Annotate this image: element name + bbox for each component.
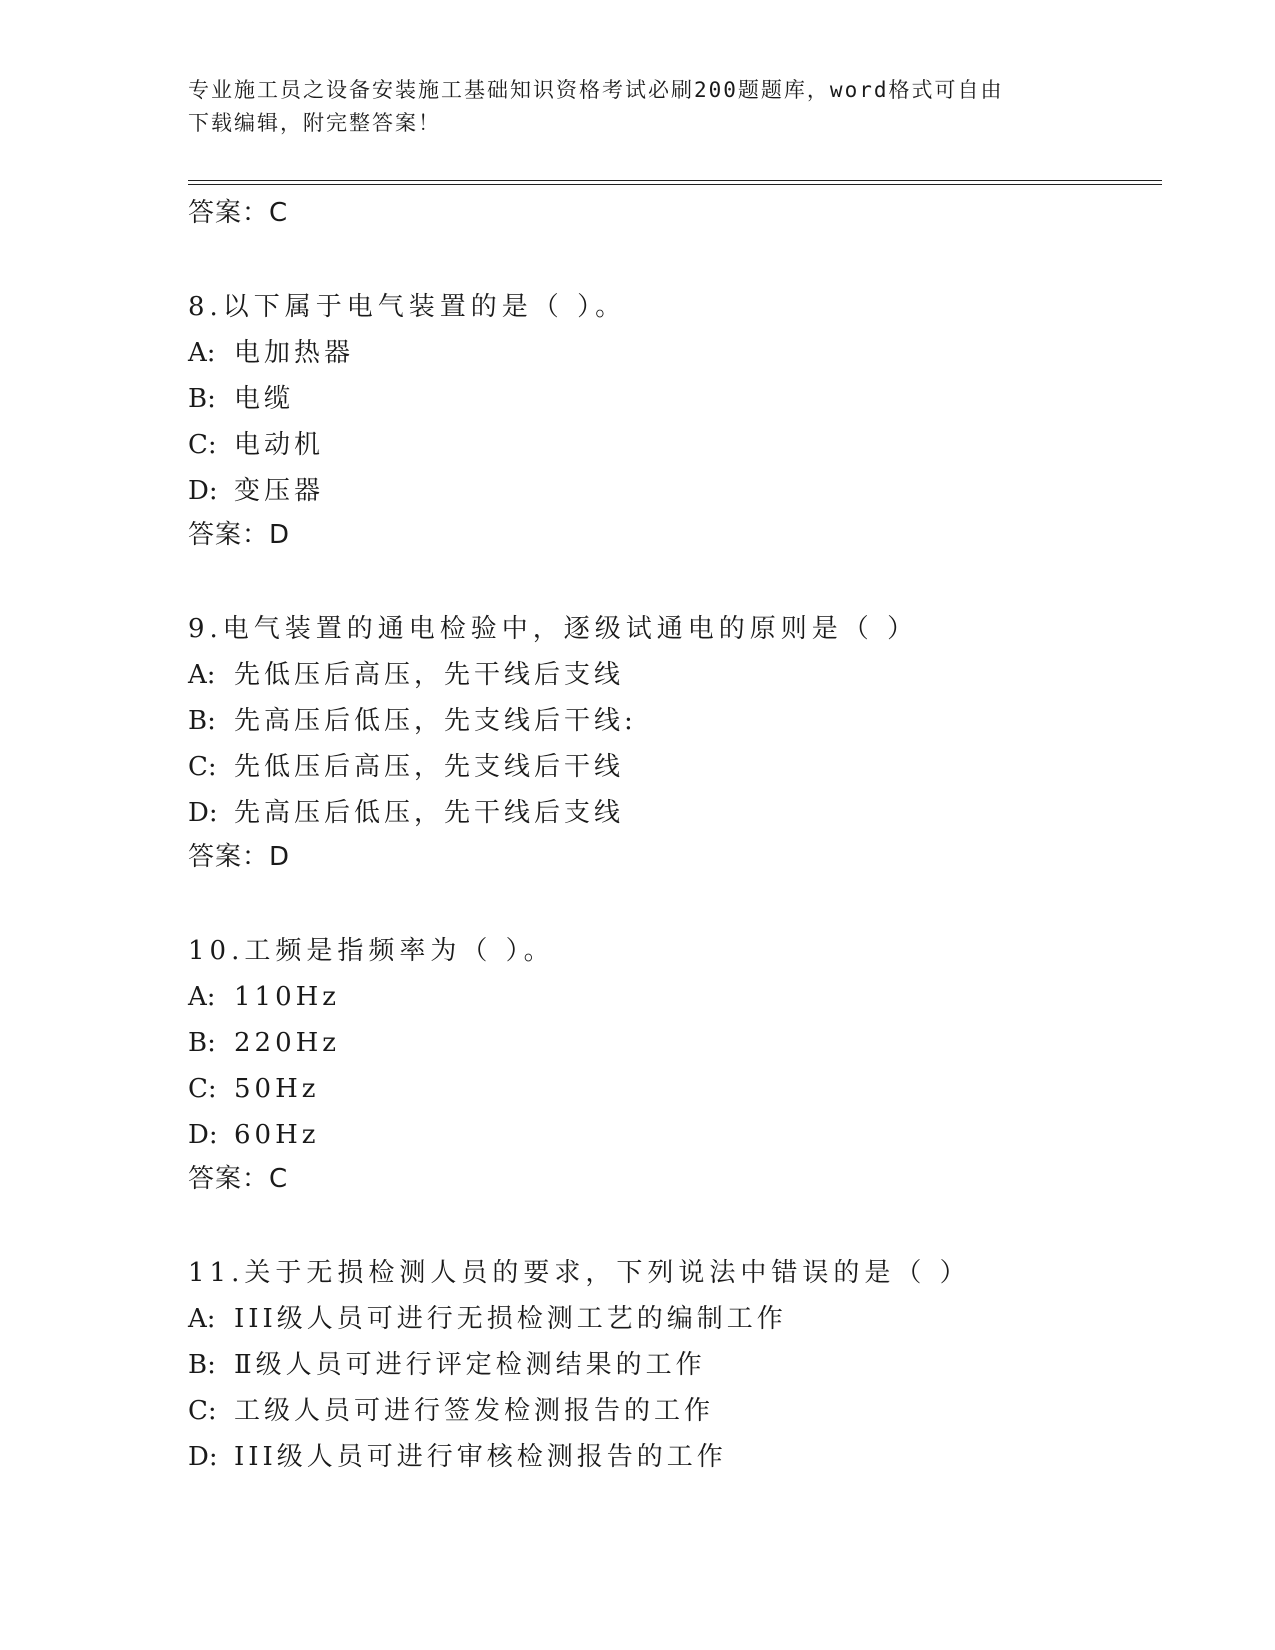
option-letter: C: — [188, 1074, 217, 1104]
option-text: Ⅱ级人员可进行评定检测结果的工作 — [234, 1350, 706, 1380]
option-letter: B: — [188, 1350, 216, 1380]
option-text: III级人员可进行无损检测工艺的编制工作 — [234, 1304, 787, 1334]
header-divider-secondary — [188, 184, 1162, 185]
question-stem: 9.电气装置的通电检验中，逐级试通电的原则是（ ） — [188, 614, 919, 644]
option-letter: C: — [188, 430, 217, 460]
option-text: 60Hz — [234, 1120, 320, 1150]
option-letter: D: — [188, 798, 218, 828]
option-text: 变压器 — [234, 476, 325, 506]
option-line — [188, 376, 1148, 422]
spacer — [188, 234, 1148, 284]
option-letter: D: — [188, 1442, 218, 1472]
option-line — [188, 1296, 1148, 1342]
answer-line: 答案：D — [188, 520, 291, 550]
option-letter: A: — [188, 982, 216, 1012]
header-line-1: 专业施工员之设备安装施工基础知识资格考试必刷200题题库，word格式可自由 — [188, 78, 1004, 102]
option-line — [188, 974, 1148, 1020]
option-line — [188, 698, 1148, 744]
option-line — [188, 790, 1148, 836]
header-line-2: 下载编辑，附完整答案！ — [188, 111, 441, 135]
option-text: 电动机 — [234, 430, 325, 460]
answer-line: 答案：C — [188, 198, 289, 228]
option-text: 工级人员可进行签发检测报告的工作 — [234, 1396, 715, 1426]
option-text: 110Hz — [234, 982, 340, 1012]
option-line — [188, 1434, 1148, 1480]
spacer — [188, 556, 1148, 606]
option-line — [188, 1020, 1148, 1066]
option-line — [188, 1112, 1148, 1158]
option-letter: C: — [188, 752, 217, 782]
option-text: 先低压后高压，先干线后支线 — [234, 660, 625, 690]
option-text: 先高压后低压，先干线后支线 — [234, 798, 625, 828]
option-line — [188, 422, 1148, 468]
option-letter: C: — [188, 1396, 217, 1426]
option-line — [188, 652, 1148, 698]
answer-line: 答案：D — [188, 842, 291, 872]
document-header — [188, 74, 1078, 140]
spacer — [188, 878, 1148, 928]
option-letter: B: — [188, 384, 216, 414]
question-stem: 8.以下属于电气装置的是（ ）。 — [188, 292, 627, 322]
option-line — [188, 744, 1148, 790]
question-stem: 11.关于无损检测人员的要求，下列说法中错误的是（ ） — [188, 1258, 971, 1288]
option-letter: D: — [188, 1120, 218, 1150]
answer-line: 答案：C — [188, 1164, 289, 1194]
option-letter: A: — [188, 660, 216, 690]
option-letter: A: — [188, 338, 216, 368]
question-stem: 10.工频是指频率为（ ）。 — [188, 936, 555, 966]
option-text: 电缆 — [234, 384, 295, 414]
header-divider — [188, 180, 1162, 181]
option-text: 50Hz — [234, 1074, 320, 1104]
option-line — [188, 1342, 1148, 1388]
option-line — [188, 1066, 1148, 1112]
option-text: 先低压后高压，先支线后干线 — [234, 752, 625, 782]
option-text: 电加热器 — [234, 338, 355, 368]
option-line — [188, 468, 1148, 514]
exam-content — [188, 192, 1148, 1480]
option-letter: D: — [188, 476, 218, 506]
option-letter: A: — [188, 1304, 216, 1334]
option-text: 220Hz — [234, 1028, 340, 1058]
option-letter: B: — [188, 1028, 216, 1058]
option-letter: B: — [188, 706, 216, 736]
option-line — [188, 1388, 1148, 1434]
option-line — [188, 330, 1148, 376]
option-text: 先高压后低压，先支线后干线: — [234, 706, 637, 736]
option-text: III级人员可进行审核检测报告的工作 — [234, 1442, 727, 1472]
spacer — [188, 1200, 1148, 1250]
